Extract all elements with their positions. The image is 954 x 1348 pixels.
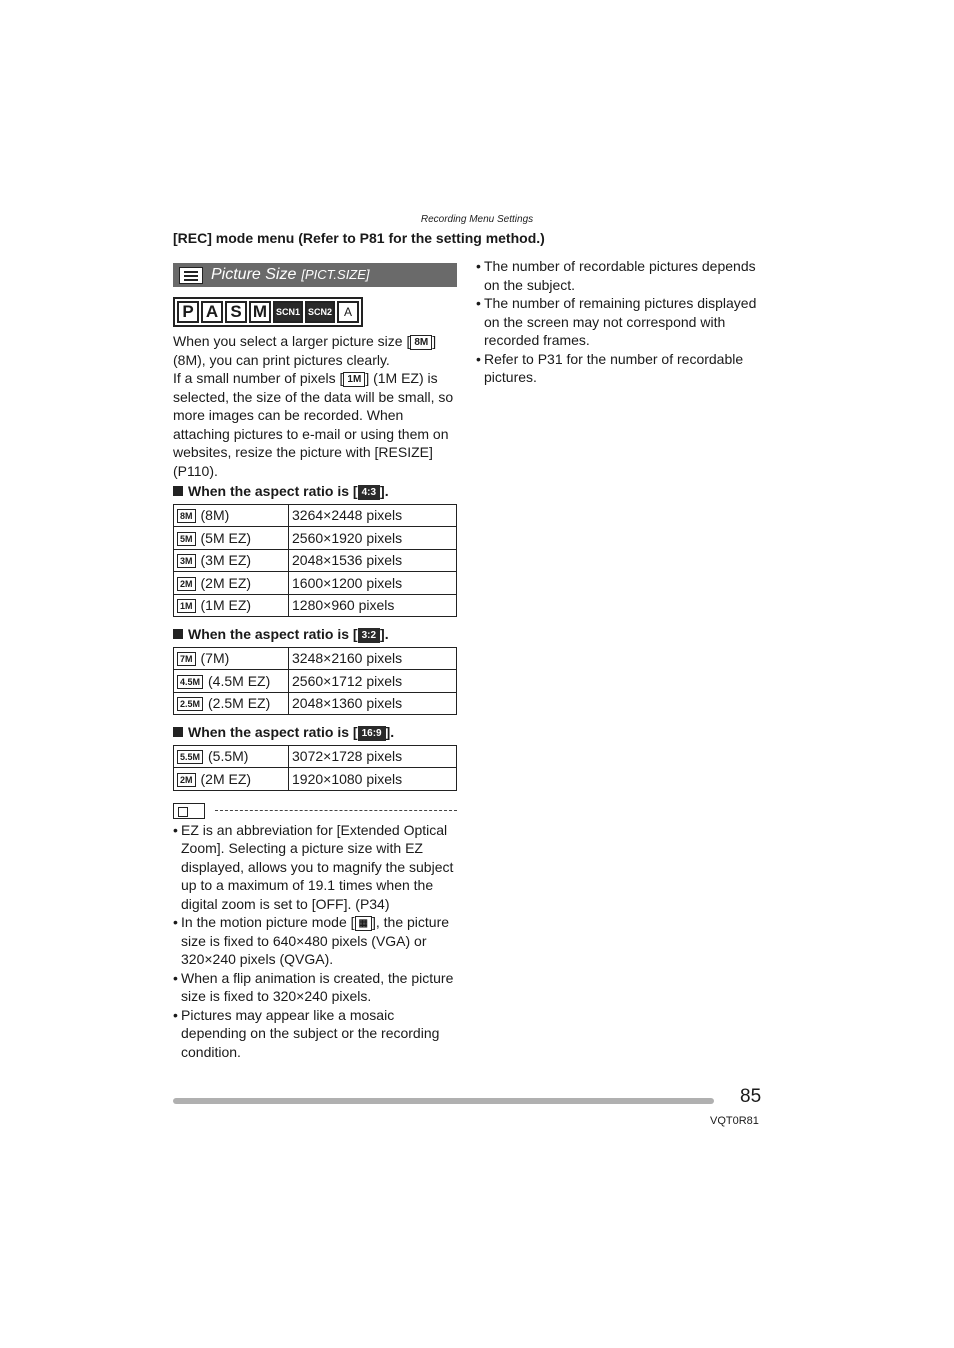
menu-reference-note: [REC] mode menu (Refer to P81 for the setting method.)	[173, 230, 545, 246]
scene1-mode-icon: SCN1	[273, 301, 303, 323]
size-2m-icon: 2M	[177, 773, 196, 787]
section-title: Picture Size	[211, 265, 297, 283]
table-row: 1M (1M EZ) 1280×960 pixels	[174, 594, 457, 617]
aspect-heading-16-9: When the aspect ratio is [ 16:9 ].	[173, 723, 457, 742]
table-row: 8M (8M) 3264×2448 pixels	[174, 504, 457, 527]
size-8m-icon: 8M	[410, 335, 432, 350]
aspect-ratio-16-9-icon: 16:9	[358, 726, 386, 741]
menu-list-icon	[179, 267, 203, 284]
dashed-divider	[215, 810, 457, 811]
size-5-5m-icon: 5.5M	[177, 750, 203, 764]
table-row: 4.5M (4.5M EZ) 2560×1712 pixels	[174, 670, 457, 693]
size-4-5m-icon: 4.5M	[177, 675, 203, 689]
aspect-ratio-4-3-icon: 4:3	[358, 485, 380, 500]
table-row: 7M (7M) 3248×2160 pixels	[174, 647, 457, 670]
notes-list	[173, 821, 457, 1062]
program-ae-mode-icon: P	[177, 301, 199, 323]
right-notes-list	[476, 257, 766, 387]
list-item: • Refer to P31 for the number of recordable pictures.	[476, 350, 766, 387]
right-column	[476, 255, 766, 387]
scene2-mode-icon: SCN2	[305, 301, 335, 323]
note-icon	[173, 803, 205, 819]
size-1m-icon: 1M	[177, 599, 196, 613]
available-modes	[173, 297, 363, 327]
list-item: • When a flip animation is created, the picture size is fixed to 320×240 pixels.	[173, 969, 457, 1006]
square-bullet-icon	[173, 727, 183, 737]
intelligent-auto-mode-icon: A	[337, 301, 359, 323]
intro-paragraph: When you select a larger picture size [ 8M ] (8M), you can print pictures clearly. If a small number of pixels [ 1M ] (1M EZ) is selected, the size of the data will be small, so more images can be recorded. When attaching pictures to e-mail or using them on websites, resize the picture with [RESIZE] (P110).	[173, 333, 454, 479]
running-header: Recording Menu Settings	[420, 214, 534, 225]
size-table-16-9	[173, 745, 457, 791]
left-column	[173, 263, 457, 1061]
aspect-heading-4-3: When the aspect ratio is [ 4:3 ].	[173, 482, 457, 501]
list-item: • The number of recordable pictures depends on the subject.	[476, 257, 766, 294]
size-table-4-3	[173, 504, 457, 618]
aspect-heading-3-2: When the aspect ratio is [ 3:2 ].	[173, 625, 457, 644]
notes-divider	[173, 803, 457, 819]
size-8m-icon: 8M	[177, 509, 196, 523]
size-table-3-2	[173, 647, 457, 716]
size-1m-icon: 1M	[343, 372, 365, 387]
page-number: 85	[740, 1086, 762, 1107]
table-row: 2M (2M EZ) 1920×1080 pixels	[174, 768, 457, 791]
aspect-ratio-3-2-icon: 3:2	[358, 628, 380, 643]
table-row: 3M (3M EZ) 2048×1536 pixels	[174, 549, 457, 572]
section-title-bar	[173, 263, 457, 287]
footer-bar	[173, 1098, 714, 1104]
list-item: • The number of remaining pictures displayed on the screen may not correspond with recorded frames.	[476, 294, 766, 350]
size-2-5m-icon: 2.5M	[177, 697, 203, 711]
square-bullet-icon	[173, 486, 183, 496]
motion-picture-icon: ▦	[355, 916, 372, 931]
size-7m-icon: 7M	[177, 652, 196, 666]
table-row: 5.5M (5.5M) 3072×1728 pixels	[174, 745, 457, 768]
shutter-priority-mode-icon: S	[225, 301, 247, 323]
size-3m-icon: 3M	[177, 554, 196, 568]
table-row: 5M (5M EZ) 2560×1920 pixels	[174, 527, 457, 550]
table-row: 2M (2M EZ) 1600×1200 pixels	[174, 572, 457, 595]
manual-mode-icon: M	[249, 301, 271, 323]
list-item: • EZ is an abbreviation for [Extended Optical Zoom]. Selecting a picture size with EZ displayed, allows you to magnify the subject up to a maximum of 19.1 times when the digital zoom is set to [OFF]. (P34)	[173, 821, 457, 914]
square-bullet-icon	[173, 629, 183, 639]
section-subtitle: [PICT.SIZE]	[301, 266, 370, 282]
table-row: 2.5M (2.5M EZ) 2048×1360 pixels	[174, 692, 457, 715]
aperture-priority-mode-icon: A	[201, 301, 223, 323]
model-code: VQT0R81	[710, 1115, 759, 1127]
list-item: • In the motion picture mode [ ▦ ], the picture size is fixed to 640×480 pixels (VGA) or 320×240 pixels (QVGA).	[173, 913, 457, 969]
list-item: • Pictures may appear like a mosaic depending on the subject or the recording condition.	[173, 1006, 457, 1062]
size-5m-icon: 5M	[177, 532, 196, 546]
size-2m-icon: 2M	[177, 577, 196, 591]
